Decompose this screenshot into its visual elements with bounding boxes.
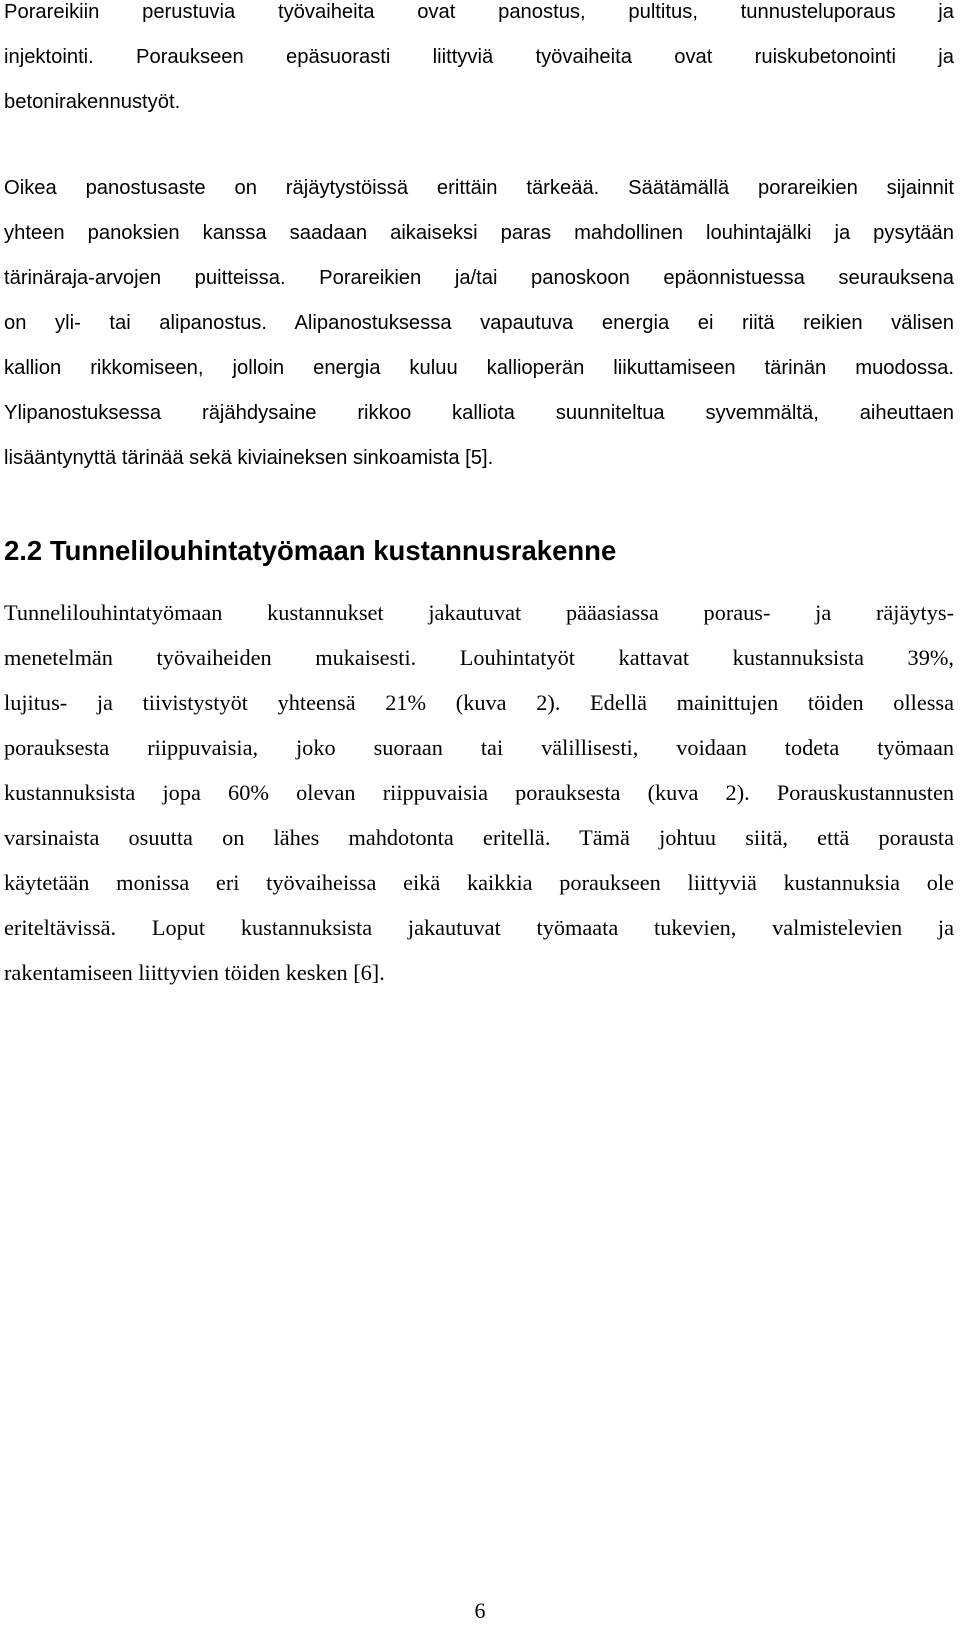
text-line: käytetään monissa eri työvaiheissa eikä kaikkia poraukseen liittyviä kustannuksia ole [4,870,954,895]
text-line: on yli- tai alipanostus. Alipanostuksessa vapautuva energia ei riitä reikien välisen [4,312,954,334]
text-line: Porareikiin perustuvia työvaiheita ovat panostus, pultitus, tunnusteluporaus ja [4,1,954,23]
section-heading: 2.2 Tunnelilouhintatyömaan kustannusrakenne [4,535,617,566]
text-line: menetelmän työvaiheiden mukaisesti. Louhintatyöt kattavat kustannuksista 39%, [4,645,954,670]
paragraph-charging-degree [4,166,954,481]
text-line: yhteen panoksien kanssa saadaan aikaiseksi paras mahdollinen louhintajälki ja pysytään [4,222,954,244]
page-number: 6 [474,1598,486,1623]
text-line: kallion rikkomiseen, jolloin energia kuluu kallioperän liikuttamiseen tärinän muodossa. [4,357,954,379]
text-line: lisääntynyttä tärinää sekä kiviaineksen sinkoamista [5]. [4,447,494,469]
text-line: varsinaista osuutta on lähes mahdotonta eritellä. Tämä johtuu siitä, että poraustа [4,825,954,850]
text-line: kustannuksista jopa 60% olevan riippuvaisia porauksesta (kuva 2). Porauskustannusten [4,780,954,805]
text-line: injektointi. Poraukseen epäsuorasti liittyviä työvaiheita ovat ruiskubetonointi ja [4,46,954,68]
text-line: rakentamiseen liittyvien töiden kesken [6]. [4,960,385,985]
paragraph-drilling-work-phases [4,0,954,125]
text-line: Ylipanostuksessa räjähdysaine rikkoo kalliota suunniteltua syvemmältä, aiheuttaen [4,402,954,424]
text-line: lujitus- ja tiivistystyöt yhteensä 21% (kuva 2). Edellä mainittujen töiden ollessa [4,690,954,715]
text-line: betonirakennustyöt. [4,91,181,113]
paragraph-cost-structure [4,590,954,995]
text-line: tärinäraja-arvojen puitteissa. Porareikien ja/tai panoskoon epäonnistuessa seurauksena [4,267,954,289]
text-line: Tunnelilouhintatyömaan kustannukset jakautuvat pääasiassa poraus- ja räjäytys- [4,600,954,625]
text-line: porauksesta riippuvaisia, joko suoraan tai välillisesti, voidaan todeta työmaan [4,735,954,760]
text-line: eriteltävissä. Loput kustannuksista jakautuvat työmaata tukevien, valmistelevien ja [4,915,954,940]
text-line: Oikea panostusaste on räjäytystöissä erittäin tärkeää. Säätämällä porareikien sijainnit [4,177,954,199]
